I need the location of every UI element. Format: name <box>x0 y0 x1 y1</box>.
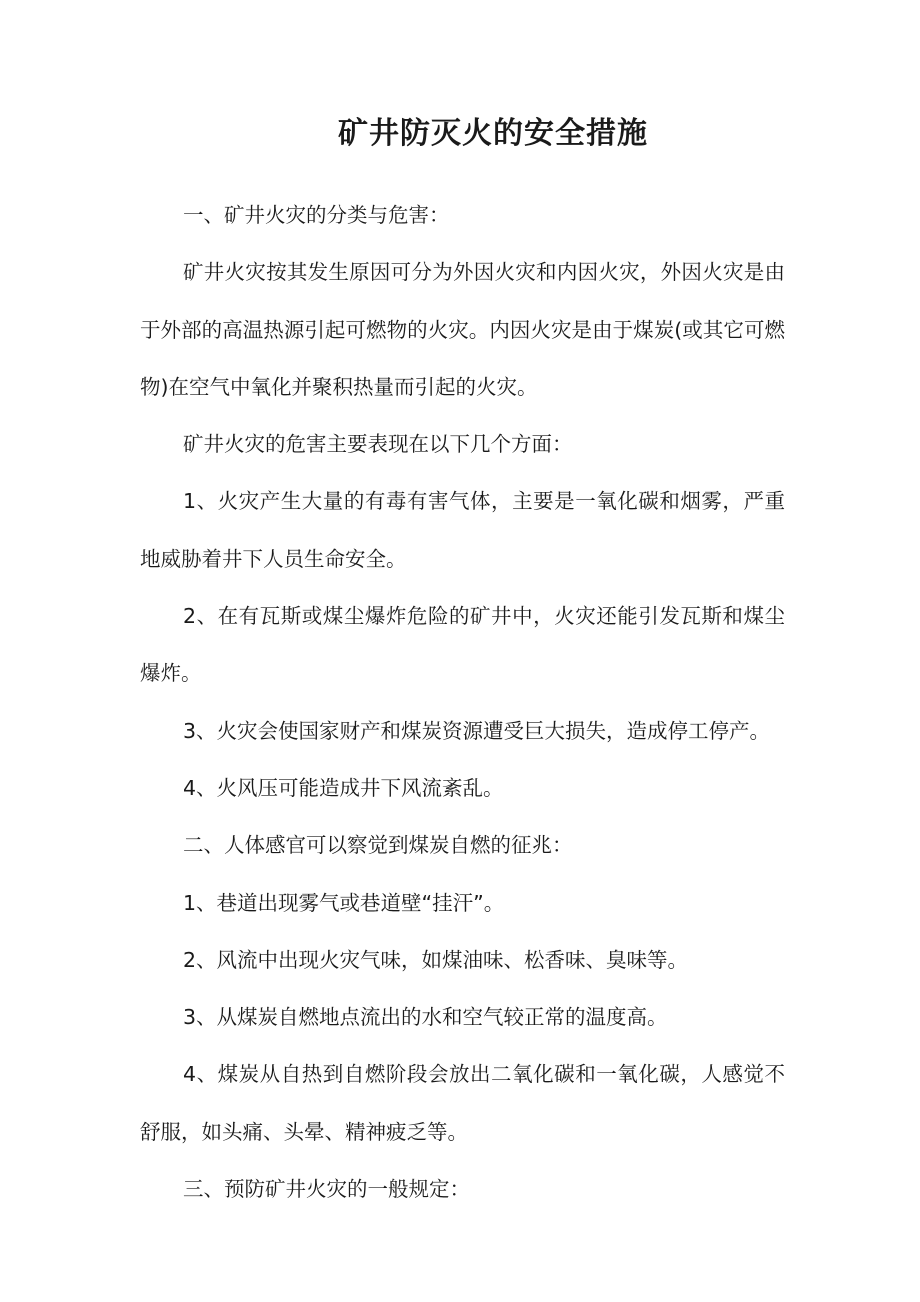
list-item-sign-2: 2、风流中出现火灾气味，如煤油味、松香味、臭味等。 <box>183 947 689 972</box>
list-item-sign-4: 4、煤炭从自热到自燃阶段会放出二氧化碳和一氧化碳，人感觉不舒服，如头痛、头晕、精神疲乏等。 <box>140 1062 785 1144</box>
list-item-sign-1: 1、巷道出现雾气或巷道壁“挂汗”。 <box>183 890 505 915</box>
section-heading-1: 一、矿井火灾的分类与危害： <box>183 203 450 227</box>
document-title: 矿井防灭火的安全措施 <box>338 116 648 151</box>
list-item-sign-3: 3、从煤炭自燃地点流出的水和空气较正常的温度高。 <box>183 1005 668 1030</box>
list-item-hazard-2: 2、在有瓦斯或煤尘爆炸危险的矿井中，火灾还能引发瓦斯和煤尘爆炸。 <box>140 604 785 686</box>
paragraph-hazards-intro: 矿井火灾的危害主要表现在以下几个方面： <box>183 432 573 457</box>
list-item-hazard-1: 1、火灾产生大量的有毒有害气体，主要是一氧化碳和烟雾，严重地威胁着井下人员生命安全。 <box>140 489 785 571</box>
section-heading-3: 三、预防矿井火灾的一般规定： <box>183 1177 470 1202</box>
section-heading-2: 二、人体感官可以察觉到煤炭自燃的征兆： <box>183 833 573 858</box>
document-body <box>140 187 785 1218</box>
list-item-hazard-4: 4、火风压可能造成井下风流紊乱。 <box>183 775 504 800</box>
paragraph-fire-classification: 矿井火灾按其发生原因可分为外因火灾和内因火灾，外因火灾是由于外部的高温热源引起可燃物的火灾。内因火灾是由于煤炭(或其它可燃物)在空气中氧化并聚积热量而引起的火灾。 <box>140 260 785 399</box>
list-item-hazard-3: 3、火灾会使国家财产和煤炭资源遭受巨大损失，造成停工停产。 <box>183 718 771 743</box>
